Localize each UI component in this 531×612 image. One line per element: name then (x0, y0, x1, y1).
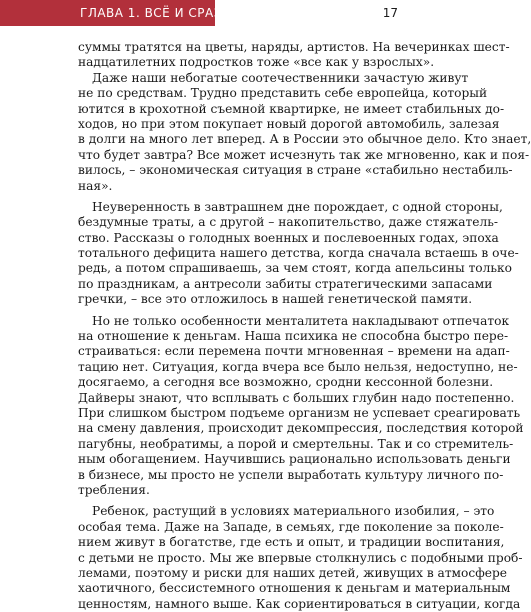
text-line: Но не только особенности менталитета накладывают отпечаток (92, 313, 510, 328)
text-line: в долги на много лет вперед. А в России это обычное дело. Кто знает, (78, 132, 531, 147)
paragraph (78, 199, 519, 308)
paragraph (78, 70, 531, 194)
text-line: требления. (78, 482, 150, 497)
running-header (0, 0, 500, 26)
page-number: 17 (382, 6, 398, 20)
text-line: Ребенок, растущий в условиях материального изобилия, – это (92, 504, 495, 519)
text-line: досягаемо, а сегодня все возможно, сродни кессонной болезни. (78, 375, 494, 390)
text-line: хаотичного, бессистемного отношения к деньгам и материальным (78, 581, 511, 596)
chapter-label: ГЛАВА 1. ВСЁ И СРАЗУ (0, 0, 215, 26)
text-line: вилось, – экономическая ситуация в стране «стабильно нестабиль- (78, 163, 513, 178)
text-line: на смену давления, происходит декомпрессия, последствия которой (78, 421, 524, 436)
text-line: надцатилетних подростков тоже «все как у взрослых». (78, 55, 435, 70)
paragraph (78, 504, 523, 612)
text-line: ная». (78, 178, 113, 193)
text-line: Неуверенность в завтрашнем дне порождает, с одной стороны, (92, 199, 503, 214)
text-line: особая тема. Даже на Западе, в семьях, где поколение за поколе- (78, 519, 504, 534)
text-line: нием живут в богатстве, где есть и опыт, и традиции воспитания, (78, 535, 505, 550)
text-line: гречки, – все это отложилось в нашей генетической памяти. (78, 292, 473, 307)
text-line: с детьми не просто. Мы же впервые столкнулись с подобными проб- (78, 550, 523, 565)
text-line: ство. Рассказы о голодных военных и послевоенных годах, эпоха (78, 230, 499, 245)
paragraph (78, 313, 524, 499)
text-line: ходов, но при этом покупает новый дорогой автомобиль, залезая (78, 116, 500, 131)
text-line: тотального дефицита нашего детства, когда сначала встаешь в оче- (78, 246, 519, 261)
text-line: бездумные траты, а с другой – накопительство, даже стяжатель- (78, 215, 498, 230)
text-line: ютится в крохотной съемной квартирке, не имеет стабильных до- (78, 101, 505, 116)
text-line: в бизнесе, мы просто не успели выработать культуру личного по- (78, 467, 504, 482)
text-line: по праздникам, а антресоли забиты стратегическими запасами (78, 276, 493, 291)
text-line: ценностям, намного выше. Как сориентироваться в ситуации, когда (78, 596, 521, 611)
text-line: суммы тратятся на цветы, наряды, артистов. На вечеринках шест- (78, 40, 510, 54)
text-line: тацию нет. Ситуация, когда вчера все было нельзя, недоступно, не- (78, 359, 518, 374)
text-line: При слишком быстром подъеме организм не успевает среагировать (78, 405, 521, 420)
paragraph (78, 40, 510, 71)
text-line: страиваться: если перемена почти мгновенная – времени на адап- (78, 344, 510, 359)
text-line: не по средствам. Трудно представить себе европейца, который (78, 86, 488, 101)
text-line: что будет завтра? Все может исчезнуть так же мгновенно, как и поя- (78, 147, 530, 162)
text-line: на отношение к деньгам. Наша психика не способна быстро пере- (78, 329, 509, 344)
text-line: ным обогащением. Научившись рационально использовать деньги (78, 452, 511, 467)
text-line: лемами, поэтому и риски для наших детей, живущих в атмосфере (78, 565, 507, 580)
text-line: пагубны, необратимы, а порой и смертельны. Так и со стремитель- (78, 436, 514, 451)
text-line: Дайверы знают, что всплывать с больших глубин надо постепенно. (78, 390, 515, 405)
text-line: редь, а потом спрашиваешь, за чем стоят, когда апельсины только (78, 261, 512, 276)
text-line: Даже наши небогатые соотечественники зачастую живут (92, 70, 469, 85)
body-text (78, 40, 531, 612)
